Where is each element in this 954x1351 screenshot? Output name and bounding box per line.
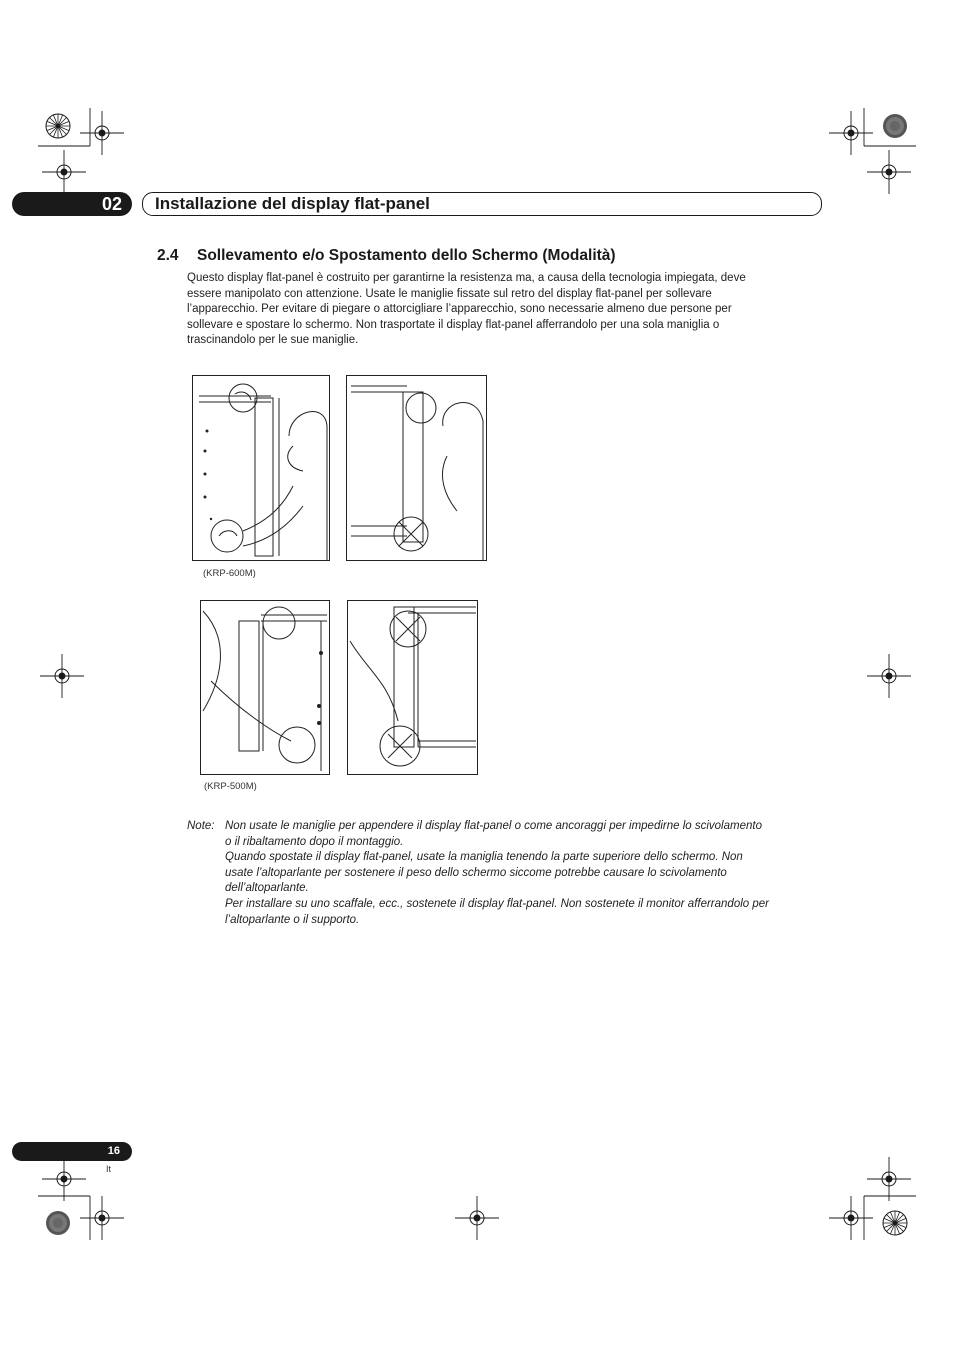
illustration-krp500-left [200, 600, 330, 775]
language-code: It [106, 1164, 112, 1174]
note-line: Non usate le maniglie per appendere il display flat-panel o come ancoraggi per impedirne lo scivolamento [225, 820, 762, 832]
figure-caption-krp600: (KRP-600M) [203, 568, 256, 579]
body-line: trascinandolo per le sue maniglie. [187, 334, 359, 347]
note-line: usate l’altoparlante per sostenere il peso dello schermo siccome potrebbe causare lo scivolamento [225, 866, 727, 879]
illustration-krp600-right [346, 375, 487, 561]
page-number-tab [12, 1142, 132, 1161]
body-line: essere manipolato con attenzione. Usate le maniglie fissate sul retro del display flat-panel per sollevare [187, 287, 712, 300]
illustration-krp500-right [347, 600, 478, 775]
body-line: sollevare e spostare lo schermo. Non trasportate il display flat-panel afferrandolo per una sola maniglia o [187, 318, 720, 331]
note-line: Per installare su uno scaffale, ecc., sostenete il display flat-panel. Non sostenete il monitor afferrandolo per [225, 897, 769, 910]
chapter-title: Installazione del display flat-panel [155, 194, 430, 213]
body-line: l’apparecchio. Per evitare di piegare o attorcigliare l’apparecchio, sono necessarie almeno due persone per [187, 303, 732, 316]
note-line: o il ribaltamento dopo il montaggio. [225, 835, 404, 848]
note-label: Note: [187, 820, 215, 832]
body-paragraph [187, 271, 827, 349]
page-number: 16 [107, 1145, 120, 1157]
body-line: Questo display flat-panel è costruito per garantirne la resistenza ma, a causa della tecnologia impiegata, deve [187, 272, 746, 284]
figure-caption-krp500: (KRP-500M) [204, 781, 257, 792]
note-line: l’altoparlante o il supporto. [225, 913, 360, 926]
illustration-krp600-left [192, 375, 330, 561]
section-heading [157, 247, 616, 265]
section-title: Sollevamento e/o Spostamento dello Schermo (Modalità) [197, 247, 616, 264]
note-line: Quando spostate il display flat-panel, usate la maniglia tenendo la parte superiore dello schermo. Non [225, 851, 743, 864]
chapter-tab [12, 192, 132, 216]
chapter-title-bar [142, 192, 822, 216]
chapter-number: 02 [101, 194, 122, 214]
note-line: dell’altoparlante. [225, 882, 309, 895]
section-number: 2.4 [157, 247, 179, 264]
